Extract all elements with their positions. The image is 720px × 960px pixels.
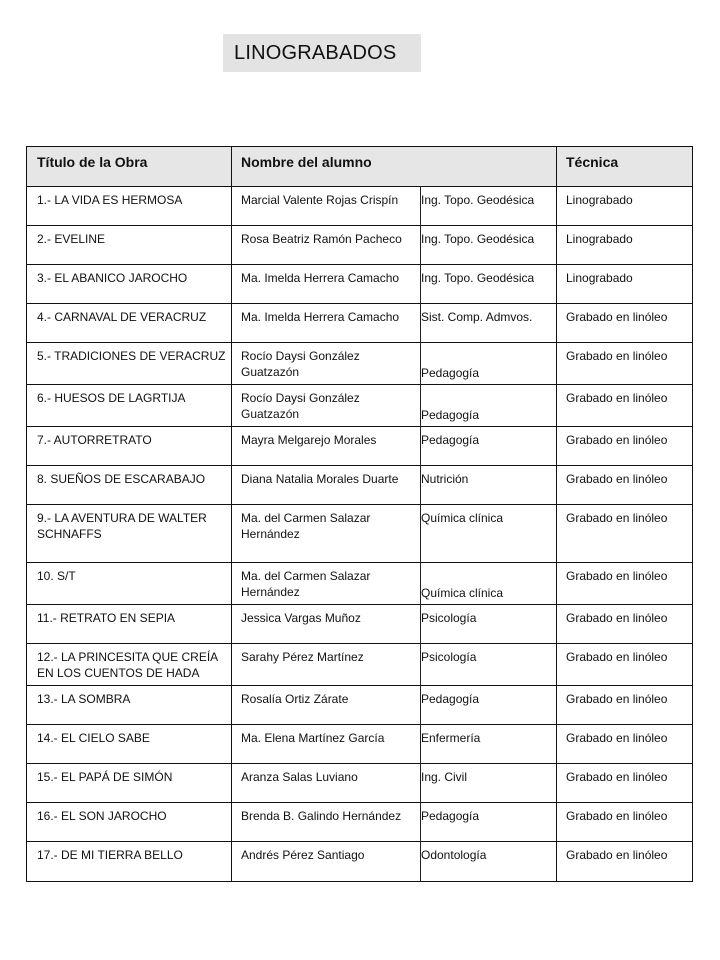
column-divider xyxy=(231,147,232,186)
column-divider xyxy=(231,343,232,384)
table-row xyxy=(27,466,692,505)
cell-obra: 13.- LA SOMBRA xyxy=(37,692,131,706)
cell-obra: 11.- RETRATO EN SEPIA xyxy=(37,611,176,625)
column-divider xyxy=(556,265,557,303)
cell-carrera: Pedagogía xyxy=(421,366,480,380)
column-divider xyxy=(556,764,557,802)
table-row xyxy=(27,226,692,265)
cell-obra: 2.- EVELINE xyxy=(37,232,106,246)
cell-carrera: Sist. Comp. Admvos. xyxy=(421,310,533,324)
cell-alumno: Aranza Salas Luviano xyxy=(241,770,358,784)
table-row xyxy=(27,265,692,304)
column-divider xyxy=(231,265,232,303)
cell-alumno: Rosalía Ortiz Zárate xyxy=(241,692,349,706)
column-divider xyxy=(231,605,232,643)
column-divider xyxy=(556,343,557,384)
cell-alumno: Diana Natalia Morales Duarte xyxy=(241,472,399,486)
cell-alumno: Ma. Imelda Herrera Camacho xyxy=(241,271,400,285)
works-table xyxy=(26,146,693,882)
cell-obra: 14.- EL CIELO SABE xyxy=(37,731,150,745)
cell-alumno: Ma. Imelda Herrera Camacho xyxy=(241,310,400,324)
cell-carrera: Psicología xyxy=(421,650,477,664)
column-divider xyxy=(556,385,557,426)
column-divider xyxy=(231,725,232,763)
column-divider xyxy=(556,505,557,562)
column-divider xyxy=(231,842,232,881)
cell-carrera: Odontología xyxy=(421,848,487,862)
cell-carrera: Nutrición xyxy=(421,472,469,486)
cell-carrera: Pedagogía xyxy=(421,408,480,422)
cell-tecnica: Grabado en linóleo xyxy=(566,770,668,784)
table-row xyxy=(27,385,692,427)
cell-alumno: Andrés Pérez Santiago xyxy=(241,848,365,862)
header-tecnica: Técnica xyxy=(566,154,619,170)
cell-obra: 6.- HUESOS DE LAGRTIJA xyxy=(37,391,186,405)
cell-carrera: Enfermería xyxy=(421,731,481,745)
cell-alumno: Marcial Valente Rojas Crispín xyxy=(241,193,399,207)
cell-tecnica: Grabado en linóleo xyxy=(566,310,668,324)
cell-tecnica: Grabado en linóleo xyxy=(566,692,668,706)
table-row xyxy=(27,605,692,644)
cell-tecnica: Grabado en linóleo xyxy=(566,349,668,363)
table-row xyxy=(27,842,692,881)
column-divider xyxy=(231,427,232,465)
cell-alumno: Rocío Daysi González Guatzazón xyxy=(241,391,360,421)
cell-alumno: Rocío Daysi González Guatzazón xyxy=(241,349,360,379)
cell-carrera: Ing. Topo. Geodésica xyxy=(421,193,535,207)
column-divider xyxy=(556,427,557,465)
column-divider xyxy=(556,226,557,264)
table-header-row xyxy=(27,147,692,187)
table-row xyxy=(27,644,692,686)
table-row xyxy=(27,764,692,803)
header-obra: Título de la Obra xyxy=(37,154,148,170)
cell-alumno: Sarahy Pérez Martínez xyxy=(241,650,364,664)
cell-obra: 8. SUEÑOS DE ESCARABAJO xyxy=(37,472,206,486)
cell-obra: 15.- EL PAPÁ DE SIMÓN xyxy=(37,770,173,784)
cell-alumno: Ma. del Carmen Salazar Hernández xyxy=(241,569,371,599)
table-row xyxy=(27,686,692,725)
cell-obra: 17.- DE MI TIERRA BELLO xyxy=(37,848,183,862)
cell-carrera: Pedagogía xyxy=(421,692,480,706)
table-row xyxy=(27,505,692,563)
column-divider xyxy=(556,304,557,342)
cell-obra: 3.- EL ABANICO JAROCHO xyxy=(37,271,188,285)
header-alumno: Nombre del alumno xyxy=(241,154,372,170)
cell-carrera: Psicología xyxy=(421,611,477,625)
cell-tecnica: Grabado en linóleo xyxy=(566,472,668,486)
cell-obra: 5.- TRADICIONES DE VERACRUZ xyxy=(37,349,226,363)
page-title: LINOGRABADOS xyxy=(234,42,397,64)
cell-obra: 16.- EL SON JAROCHO xyxy=(37,809,167,823)
table-row xyxy=(27,803,692,842)
cell-carrera: Pedagogía xyxy=(421,809,480,823)
cell-obra: 10. S/T xyxy=(37,569,76,583)
cell-tecnica: Grabado en linóleo xyxy=(566,433,668,447)
cell-obra: 9.- LA AVENTURA DE WALTER SCHNAFFS xyxy=(37,511,207,541)
cell-alumno: Ma. del Carmen Salazar Hernández xyxy=(241,511,371,541)
cell-tecnica: Grabado en linóleo xyxy=(566,809,668,823)
cell-tecnica: Grabado en linóleo xyxy=(566,391,668,405)
column-divider xyxy=(556,686,557,724)
cell-tecnica: Grabado en linóleo xyxy=(566,731,668,745)
hand-drawn-column-line xyxy=(420,186,421,882)
table-row xyxy=(27,187,692,226)
column-divider xyxy=(556,466,557,504)
column-divider xyxy=(231,385,232,426)
cell-tecnica: Linograbado xyxy=(566,193,633,207)
cell-alumno: Mayra Melgarejo Morales xyxy=(241,433,377,447)
cell-tecnica: Grabado en linóleo xyxy=(566,650,668,664)
column-divider xyxy=(231,505,232,562)
cell-obra: 12.- LA PRINCESITA QUE CREÍA EN LOS CUENTOS DE HADA xyxy=(37,650,218,680)
column-divider xyxy=(556,147,557,186)
cell-tecnica: Linograbado xyxy=(566,271,633,285)
cell-alumno: Ma. Elena Martínez García xyxy=(241,731,385,745)
column-divider xyxy=(231,644,232,685)
column-divider xyxy=(556,644,557,685)
cell-carrera: Ing. Topo. Geodésica xyxy=(421,271,535,285)
cell-tecnica: Linograbado xyxy=(566,232,633,246)
column-divider xyxy=(231,803,232,841)
table-row xyxy=(27,725,692,764)
column-divider xyxy=(556,187,557,225)
column-divider xyxy=(556,563,557,604)
cell-tecnica: Grabado en linóleo xyxy=(566,848,668,862)
column-divider xyxy=(231,563,232,604)
column-divider xyxy=(231,764,232,802)
column-divider xyxy=(231,304,232,342)
cell-carrera: Ing. Civil xyxy=(421,770,468,784)
cell-obra: 1.- LA VIDA ES HERMOSA xyxy=(37,193,183,207)
cell-obra: 7.- AUTORRETRATO xyxy=(37,433,152,447)
cell-alumno: Rosa Beatriz Ramón Pacheco xyxy=(241,232,402,246)
table-row xyxy=(27,427,692,466)
column-divider xyxy=(556,725,557,763)
table-row xyxy=(27,343,692,385)
column-divider xyxy=(231,187,232,225)
cell-alumno: Jessica Vargas Muñoz xyxy=(241,611,361,625)
cell-carrera: Ing. Topo. Geodésica xyxy=(421,232,535,246)
column-divider xyxy=(556,605,557,643)
column-divider xyxy=(556,842,557,881)
cell-alumno: Brenda B. Galindo Hernández xyxy=(241,809,402,823)
cell-tecnica: Grabado en linóleo xyxy=(566,511,668,525)
column-divider xyxy=(231,226,232,264)
cell-carrera: Pedagogía xyxy=(421,433,480,447)
cell-carrera: Química clínica xyxy=(421,511,504,525)
column-divider xyxy=(231,686,232,724)
title-box xyxy=(223,34,421,72)
table-row xyxy=(27,304,692,343)
cell-obra: 4.- CARNAVAL DE VERACRUZ xyxy=(37,310,207,324)
cell-carrera: Química clínica xyxy=(421,586,504,600)
cell-tecnica: Grabado en linóleo xyxy=(566,611,668,625)
table-row xyxy=(27,563,692,605)
column-divider xyxy=(556,803,557,841)
cell-tecnica: Grabado en linóleo xyxy=(566,569,668,583)
column-divider xyxy=(231,466,232,504)
